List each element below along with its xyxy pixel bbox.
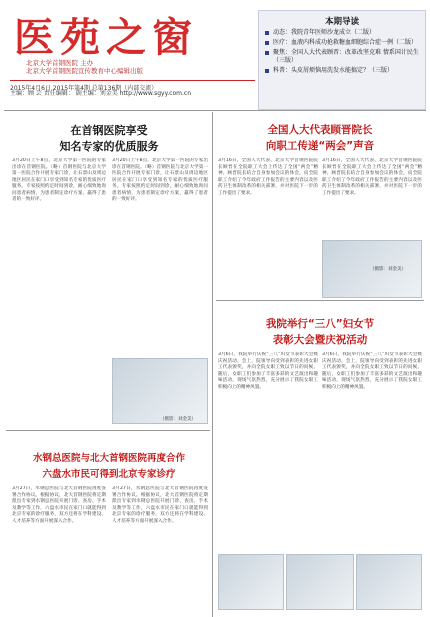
divider	[216, 300, 424, 301]
masthead-line2: 北京大学首钢医院宣传教育中心编辑出版	[26, 67, 143, 75]
toc-item[interactable]: 科普：头皮屑烦恼用洗发水能搞定？（三版）	[263, 67, 421, 75]
toc-header: 本期导读	[324, 17, 359, 27]
article3-text-col2: 3月6日，我院举行庆祝“三八”妇女节表彰大会暨庆祝活动。会上，院领导向受到表彰的先进女职工代表颁奖，并向全院女职工致以节日的问候。随后，女职工们参加了丰富多彩的文艺演出和趣味活动，现场气氛热烈，充分展示了我院女职工积极向上的精神风貌。	[322, 352, 422, 390]
staff-info: 主编：顾 芸 责任编辑： 副主编：刘金美 http://www.sgyy.com.cn	[10, 90, 191, 97]
toc-item[interactable]: 聚焦：全国人大代表顾晋：改革改坚克难 情系国计民生（三版）	[263, 49, 421, 65]
masthead-line1: 北京大学首钢医院 主办	[26, 59, 94, 67]
article4-text: 3月27日，水钢总医院与北大首钢医院再度签署合作协议。根据协议，北大首钢医院将定期派出专家到水钢总医院开展门诊、查房、手术及教学等工作，六盘水市民在家门口就能得到北京专家的诊疗服务，双方还将在学科建设、人才培养等方面开展深入合作。	[12, 486, 106, 524]
article4-title2: 六盘水市民可得到北京专家诊疗	[42, 469, 176, 480]
divider	[212, 112, 213, 617]
toc-item[interactable]: 动态：我院青年医师沙龙成立（二版）	[263, 29, 421, 37]
divider	[4, 110, 426, 111]
article1-text-col2: 3月20日上午8点，北京大学第一医院的专家出诊在首钢医院。（略）首钢医院与北京大学第一医院合作开展专家门诊，让石景山及周边地区居民在家门口享受到知名专家的优质医疗服务。专家按照约定时间到诊，耐心细致地询问患者病情，为患者制定诊疗方案，赢得了患者的一致好评。	[112, 158, 208, 202]
article2-title1: 全国人大代表顾晋院长	[267, 124, 373, 136]
toc-item[interactable]: 医疗：血液内科成功抢救糖血细胞综合症一例（二版）	[263, 39, 421, 47]
article2-title2: 向职工传递“两会”声音	[265, 140, 375, 152]
article1-caption: （摄影：刘金美）	[160, 417, 196, 422]
article3-photo	[218, 554, 284, 610]
issue-info: 2015年4月6日 2015年第4期 总第136期（内部交流）	[10, 80, 255, 92]
article3-photo	[286, 554, 354, 610]
article2-text-col2: 3月16日，全国人大代表、北京大学首钢医院院长顾晋在全院职工大会上传达了全国“两会”精神。顾晋院长结合自身参加会议的体会，向全院职工介绍了今年政府工作报告的主要内容以及医药卫生体制改革的相关部署，并对医院下一步的工作提出了要求。	[322, 158, 422, 196]
toc-box	[258, 10, 426, 110]
article3-title1: 我院举行“三八”妇女节	[265, 318, 375, 330]
article4-text-col2: 3月27日，水钢总医院与北大首钢医院再度签署合作协议。根据协议，北大首钢医院将定期派出专家到水钢总医院开展门诊、查房、手术及教学等工作，六盘水市民在家门口就能得到北京专家的诊疗服务，双方还将在学科建设、人才培养等方面开展深入合作。	[112, 486, 208, 524]
masthead	[6, 6, 252, 82]
article1-text: 3月20日上午8点，北京大学第一医院的专家出诊在首钢医院。（略）首钢医院与北京大学第一医院合作开展专家门诊，让石景山及周边地区居民在家门口享受到知名专家的优质医疗服务。专家按照约定时间到诊，耐心细致地询问患者病情，为患者制定诊疗方案，赢得了患者的一致好评。	[12, 158, 106, 202]
article3-title2: 表彰大会暨庆祝活动	[272, 334, 368, 346]
article3-photo	[356, 554, 422, 610]
article3-text: 3月6日，我院举行庆祝“三八”妇女节表彰大会暨庆祝活动。会上，院领导向受到表彰的先进女职工代表颁奖，并向全院女职工致以节日的问候。随后，女职工们参加了丰富多彩的文艺演出和趣味活动，现场气氛热烈，充分展示了我院女职工积极向上的精神风貌。	[218, 352, 318, 390]
article1-photo	[112, 358, 208, 424]
divider	[6, 430, 210, 431]
article1-title2: 知名专家的优质服务	[59, 140, 159, 153]
masthead-title: 医苑之窗	[14, 14, 198, 61]
article1-title1: 在首钢医院享受	[70, 124, 148, 137]
article4-title1: 水钢总医院与北大首钢医院再度合作	[32, 453, 185, 464]
article2-caption: （摄影：刘金美）	[370, 267, 406, 272]
article2-text: 3月16日，全国人大代表、北京大学首钢医院院长顾晋在全院职工大会上传达了全国“两会”精神。顾晋院长结合自身参加会议的体会，向全院职工介绍了今年政府工作报告的主要内容以及医药卫生体制改革的相关部署，并对医院下一步的工作提出了要求。	[218, 158, 318, 196]
